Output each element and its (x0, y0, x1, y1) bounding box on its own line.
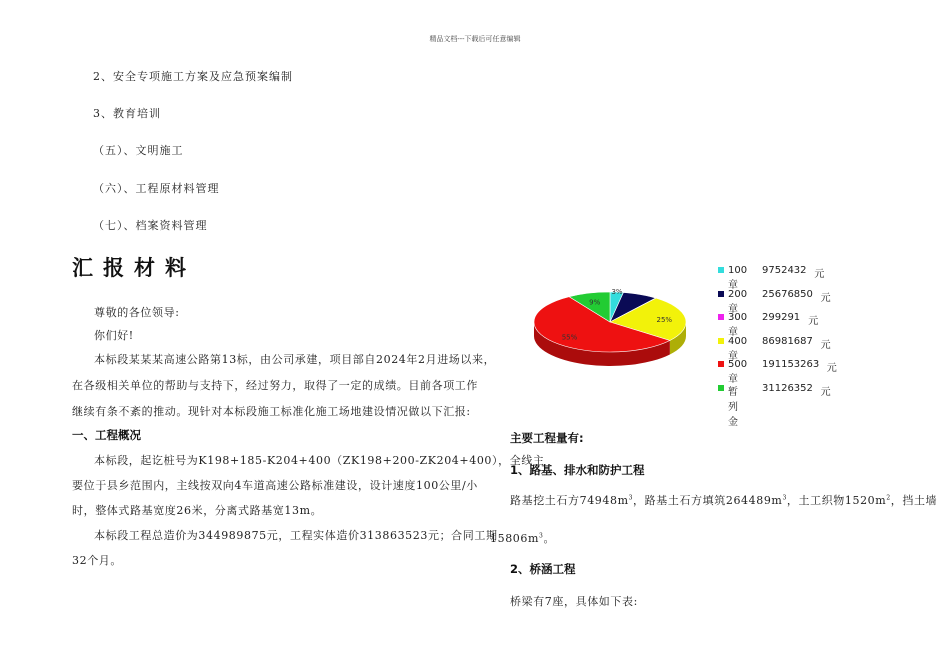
legend-value: 31126352 (762, 382, 813, 394)
legend-value: 9752432 (762, 265, 807, 276)
roadbed-quantities-cont: $15806m^3$。 (490, 532, 556, 545)
intro-paragraph: 在各级相关单位的帮助与支持下，经过努力，取得了一定的成绩。目前各项工作 (72, 379, 478, 392)
legend-label: 暂列金 (728, 386, 738, 428)
list-item: （五）、文明施工 (93, 144, 184, 157)
section-heading: 一、工程概况 (72, 428, 141, 442)
legend-value: 191153263 (762, 359, 820, 370)
legend-label: 400章 (728, 335, 748, 362)
list-item: 2、安全专项施工方案及应急预案编制 (93, 70, 293, 83)
roadbed-quantities: 路基挖土石方$74948m^3$，路基土石方填筑$264489m^3$，土工织物$1520m^2$，挡土墙 (510, 494, 938, 507)
intro-paragraph: 继续有条不紊的推动。现针对本标段施工标准化施工场地建设情况做以下汇报: (72, 405, 471, 418)
legend-swatch (718, 267, 724, 273)
page-header: 精品文档---下载后可任意编辑 (429, 35, 521, 43)
legend-label: 300章 (728, 312, 748, 338)
pie-percent-label: 9% (589, 298, 601, 307)
list-item: 3、教育培训 (93, 107, 161, 120)
legend-unit: 元 (814, 269, 825, 280)
legend-swatch (718, 361, 724, 367)
legend-swatch (718, 385, 724, 391)
section-heading: 2、桥涵工程 (510, 562, 576, 576)
legend-swatch (718, 291, 724, 297)
pie-percent-label: 3% (611, 287, 623, 296)
list-item: （七）、档案资料管理 (93, 219, 208, 232)
pie-chart (525, 278, 715, 390)
intro-paragraph: 本标段某某某高速公路第13标，由公司承建，项目部自2024年2月进场以来， (94, 353, 496, 366)
section-heading: 1、路基、排水和防护工程 (510, 463, 645, 477)
report-title: 汇报材料 (72, 256, 196, 280)
pie-percent-label: 55% (561, 333, 578, 342)
cost-paragraph: 32个月。 (72, 554, 122, 567)
overview-paragraph: 要位于县乡范围内，主线按双向4车道高速公路标准建设，设计速度100公里/小 (72, 479, 478, 492)
legend-swatch (718, 338, 724, 344)
legend-value: 25676850 (762, 288, 813, 300)
greeting-line: 你们好! (94, 329, 134, 342)
legend-label: 200章 (728, 288, 748, 315)
greeting-line: 尊敬的各位领导: (94, 306, 180, 319)
legend-unit: 元 (820, 292, 831, 304)
pie-percent-label: 25% (656, 316, 673, 325)
bridge-paragraph: 桥梁有7座，具体如下表: (510, 595, 638, 608)
legend-value: 86981687 (762, 335, 813, 347)
legend-label: 100章 (728, 265, 748, 291)
quantities-heading: 主要工程量有: (510, 431, 584, 445)
list-item: （六）、工程原材料管理 (93, 182, 220, 195)
legend-unit: 元 (826, 363, 837, 374)
legend-unit: 元 (820, 386, 831, 398)
legend-swatch (718, 314, 724, 320)
legend-label: 500章 (728, 359, 748, 385)
overview-paragraph: 时，整体式路基宽度26米，分离式路基宽13m。 (72, 504, 323, 517)
cost-paragraph: 本标段工程总造价为344989875元，工程实体造价313863523元；合同工期 (94, 529, 498, 542)
legend-unit: 元 (820, 339, 831, 351)
legend-unit: 元 (808, 316, 819, 327)
overview-paragraph: 本标段，起讫桩号为K198+185-K204+400（ZK198+200-ZK204+400），全线主 (94, 454, 545, 467)
legend-value: 299291 (762, 312, 801, 323)
